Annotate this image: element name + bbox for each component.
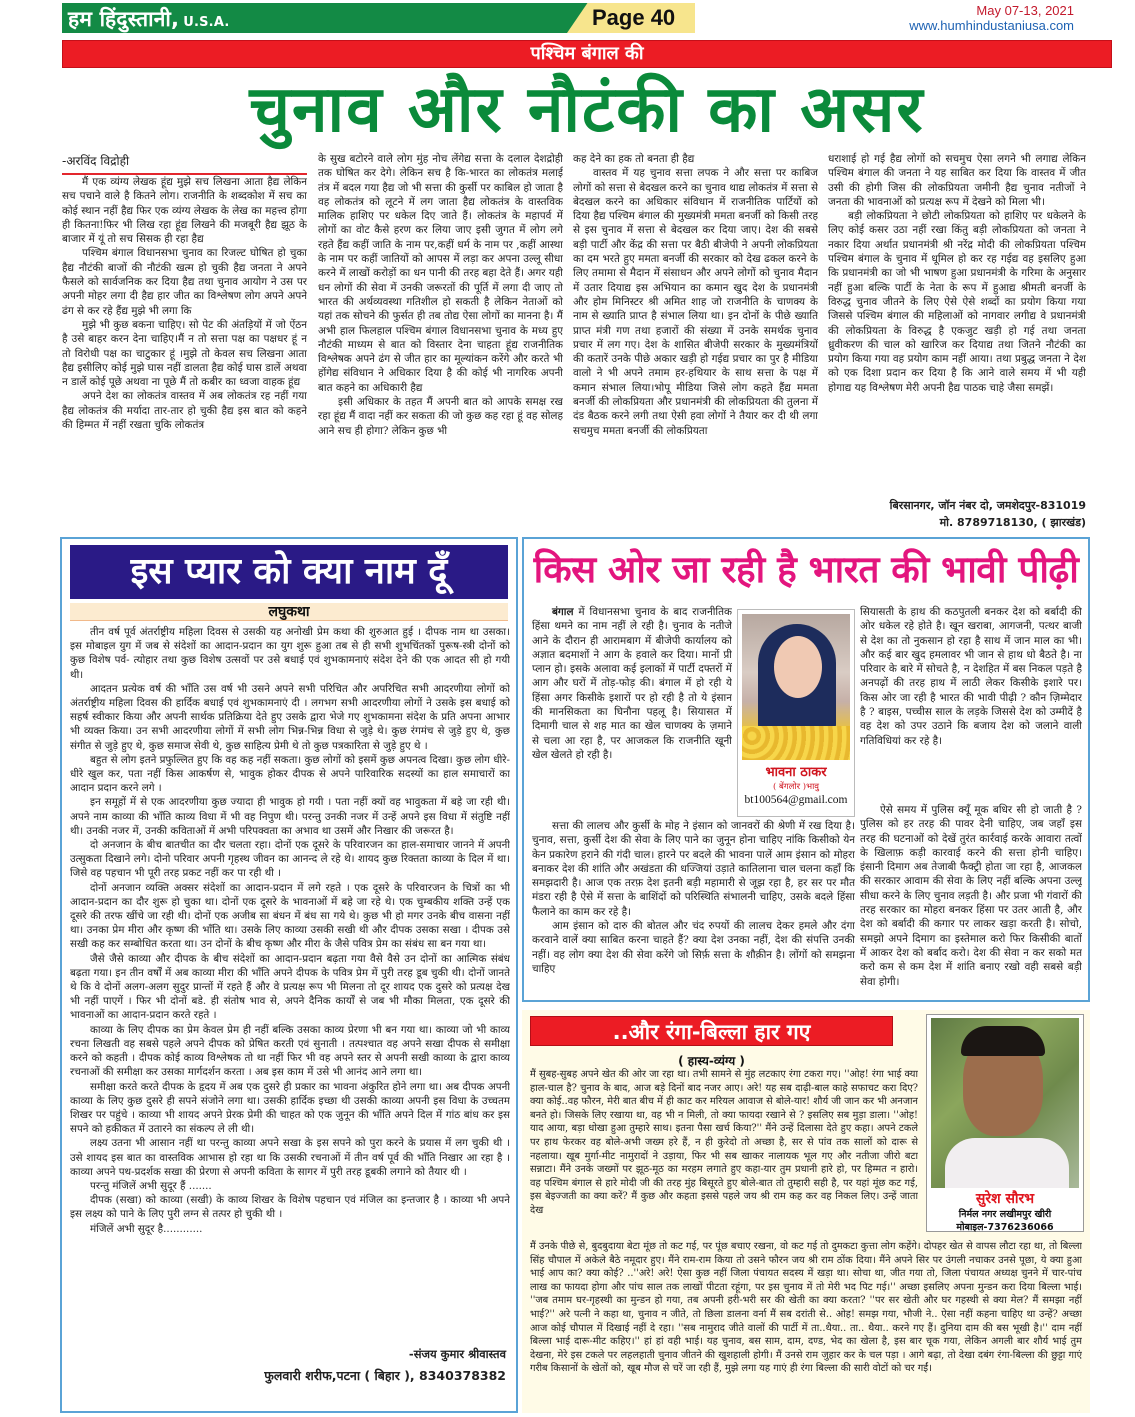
paragraph: बड़ी लोकप्रियता ने छोटी लोकप्रियता को हाशिए पर धकेलने के लिए कोई कसर उठा नहीं रखा किंतु बड़ी लोकप्रियता को जनता ने नकार दिया अर्थात प्रधानमंत्री श्री नरेंद्र मोदी की लोकप्रियता पश्चिम पश्चिम बंगाल के चुनाव में धूमिल हो कर रह गईद्य वह इसलिए हुआ कि प्रधानमंत्री का जो भी भाषण हुआ प्रधानमंत्री के गरिमा के अनुसार नहीं हुआ बल्कि पार्टी के नेता के रूप में हुआद्य श्रीमती बनर्जी के विरुद्ध चुनाव जीतने के लिए ऐसे ऐसे शब्दों का प्रयोग किया गया जिससे पश्चिम बंगाल की महिलाओं को नागवार लगीद्य वे प्रधानमंत्री की लोकप्रियता के विरुद्ध है एकजुट खड़ी हो गई तथा जनता ध्रुवीकरण की चाल को खारिज कर दियाद्य तथा जितने नौटंकी का प्रयोग किया गया वह प्रयोग काम नहीं आया। तथा प्रबुद्ध जनता ने देश को एक दिशा प्रदान कर दिया है कि आने वाले समय में भी यही होगाद्य यह विश्लेषण मेरी अपनी हैद्य पाठक चाहे जैसा समझें। — [828, 210, 1086, 394]
paragraph: दो अनजान के बीच बातचीत का दौर चलता रहा। दोनों एक दूसरे के परिवारजन का हाल-समाचार जानने में अपनी उत्सुकता दिखाने लगे। दोनो परिवार अपनी गृहस्थ जीवन का आनन्द ले रहे थे। शायद कुछ रिक्तता काव्या के दिल में था। जिसे वह पहचान भी पूरी तरह प्रकट नहीं कर पा रही थी । — [70, 839, 510, 880]
paragraph: मैं एक व्यंग्य लेखक हूंद्य मुझे सच लिखना आता हैद्य लेकिन सच पचाने वाले है कितने लोग। राजनीति के शब्दकोश में सच का कोई स्थान नहीं हैद्य फिर एक व्यंग्य लेखक के लेख का महत्त्व होगा ही कितना!फिर भी लिख रहा हूंद्य लिखने की मजबूरी हैद्य झूठ के बाजार में यूं तो सच सिसक ही रहा हैद्य — [62, 176, 307, 246]
satire-genre-label: ( हास्य-व्यंग्य ) — [678, 1054, 745, 1068]
satire-body-bottom — [530, 1240, 1082, 1410]
short-story-box — [60, 537, 518, 1413]
paragraph: सत्ता की लालच और कुर्सी के मोह ने इंसान को जानवरों की श्रेणी में रख दिया है। चुनाव, सत्ता, कुर्सी देश की सेवा के लिए पाने का जुनून होना चाहिए नांकि किसीको येन केन प्रकारेण हराने की गंदी चाल। हारने पर बदले की भावना पालें आम इंसान को मोहरा बनाकर देश की शांति और अखंडता की धज्जियां उड़ाते कातिलाना चाल चलना कहाँ कि समझदारी है। आज एक तरफ़ देश इतनी बड़ी महामारी से जूझ रहा है, हर सर पर मौत मंडरा रही है ऐसे में सत्ता के बाशिंदों को परिस्थिति संभालनी चाहिए, उसके बदले हिंसा फैलाने का काम कर रहे है। — [532, 820, 855, 918]
photo-face-shape — [774, 636, 822, 698]
opinion-column-2 — [860, 605, 1082, 817]
article-kicker: पश्चिम बंगाल की — [62, 40, 1112, 68]
author-city: ( बेंगलोर )भावु — [772, 782, 820, 792]
author-mobile: मोबाइल-7376236066 — [956, 1222, 1054, 1233]
article-column-1 — [62, 175, 307, 535]
article-column-3 — [573, 152, 818, 532]
paragraph: के सुख बटोरने वाले लोग मुंह नोच लेंगेद्य सत्ता के दलाल देशद्रोही तक घोषित कर देगे। लेकिन सच है कि-भारत का लोकतंत्र मलाई तंत्र में बदल गया हैद्य जो भी सत्ता की कुर्सी पर काबिल हो जाता है वह लोकतंत्र को लूटने में लग जाता हैद्य लोकतंत्र के वास्तविक मालिक हाशिए पर धकेल दिए जाते हैं। लोकतंत्र के महापर्व में लोगों का वोट कैसे हरण कर लिया जाए इसी जुगत में लोग लगे रहते हैंद्य कहीं जाति के नाम पर,कहीं धर्म के नाम पर ,कहीं आस्था के नाम पर कहीं जातियों को आपस में लड़ा कर अपना उल्लू सीधा करने में लाखों करोड़ों का धन पानी की तरह बहा देते हैं। अगर यही धन लोगों की सेवा में उनकी जरूरतों की पूर्ति में लगा दी जाए तो भारत की अर्थव्यवस्था गतिशील हो सकती है लेकिन नेताओं को यहां तक सोचने की फुर्सत ही तब तोद्य ऐसा लोगों का मानना है। मैं अभी हाल फिलहाल पश्चिम बंगाल विधानसभा चुनाव के मध्य हुए नौटंकी माध्यम से बात को विस्तार देना चाहता हूंद्य राजनीतिक विश्लेषक अपने ढंग से जीत हार का मूल्यांकन करेंगे और करते भी होंगेद्य संविधान ने अधिकार दिया है की कोई भी नागरिक अपनी बात कहने का अधिकारी हैद्य — [318, 153, 563, 394]
author-phone: मो. 8789718130, ( झारखंड) — [939, 516, 1086, 529]
author-address: बिरसानगर, जॉन नंबर दो, जमशेदपुर-831019 — [889, 499, 1086, 512]
paragraph: परन्तु मंजिलें अभी सुदूर हैं ....... — [90, 1179, 212, 1192]
opinion-column-1 — [532, 605, 732, 817]
story-body — [70, 625, 510, 1341]
author-name: भावना ठाकर — [765, 765, 827, 780]
page-number: Page 40 — [592, 5, 676, 30]
article-byline: -अरविंद विद्रोही — [62, 152, 307, 175]
story-author-address: फुलवारी शरीफ,पटना ( बिहार ), 8340378382 — [264, 1368, 506, 1383]
paragraph: अपने देश का लोकतंत्र वास्तव में अब लोकतंत्र रह नहीं गया हैद्य लोकतंत्र की मर्यादा तार-तार हो चुकी हैद्य इस बात को कहने की हिम्मत में नहीं रखता चुकि लोकतंत्र — [62, 390, 307, 432]
newspaper-name: हम हिंदुस्तानी, — [68, 7, 180, 31]
paragraph: ऐसे समय में पुलिस क्यूँ मूक बधिर सी हो जाती है ? पुलिस को हर तरह की पावर देनी चाहिए, जब जहाँ इस तरह की घटनाओं को देखें तुरंत कार्रवाई करके आवारा तत्वों के खिलाफ़ कड़ी कारवाई करने की सत्ता होनी चाहिए। इंसानी दिमाग अब तेजाबी फैक्ट्री होता जा रहा है, आजकल की सरकार आवाम की सेवा के लिए नहीं बल्कि अपना उल्लू सीधा करने के लिए चुनाव लड़ती है। और प्रजा भी गंवारों की तरह सरकार का मोहरा बनकर हिंसा पर उतर आती है, और देश को बर्बादी की कगार पर लाकर खड़ा करती है। सोचो, समझो अपने दिमाग का इस्तेमाल करो फिर किसीकी बातों में आकर देश को बर्बाद करो। देश की सेवा न कर सको मत करो कम से कम देश में शांति बनाए रखो वही सबसे बड़ी सेवा होगी। — [860, 804, 1082, 988]
newspaper-country: U.S.A. — [183, 15, 230, 30]
newspaper-title — [68, 5, 229, 33]
author-photo-card — [737, 609, 855, 817]
satire-body-top — [530, 1068, 918, 1240]
paragraph: दीपक (सखा) को काव्या (सखी) के काव्य शिखर के विशेष पहचान एवं मंजिल का इन्तजार है । काव्या भी अपने इस लक्ष्य को पाने के लिए पुरी लग्न से तत्पर हो चुकी थी । — [70, 1194, 510, 1221]
paragraph: वास्तव में यह चुनाव सत्ता लपक ने और सत्ता पर काबिज लोगों को सत्ता से बेदखल करने का चुनाव थाद्य लोकतंत्र में सत्ता से बेदखल करने का अधिकार संविधान में राजनीतिक पार्टियों को दिया हैद्य पश्चिम बंगाल की मुख्यमंत्री ममता बनर्जी को किसी तरह से इस चुनाव में सत्ता से बेदखल कर दिया जाए। देश की सबसे बड़ी पार्टी और केंद्र की सत्ता पर बैठी बीजेपी ने अपनी लोकप्रियता का दम भरते हुए ममता बनर्जी की सरकार को देख ढकल करने के लिए तमामा से मैदान में संसाधन और अपने लोगों को चुनाव मैदान में उतार दियाद्य इस अभियान का कमान खुद देश के प्रधानमंत्री और होम मिनिस्टर श्री अमित शाह जो राजनीति के चाणक्य के नाम से ख्याति प्राप्त है संभाल लिया था। इन दोनों के पीछे ख्याति प्राप्त मंत्री गण तथा हजारों की संख्या में उनके समर्थक चुनाव प्रचार में लग गए। देश के शासित बीजेपी सरकार के मुख्यमंत्रियों की कतारें उनके पीछे अकार खड़ी हो गईद्य प्रचार का पुर है मीडिया वालो ने भी अपने तमाम हर-हथियार के साथ सत्ता के पक्ष में कमान संभाल लिया।भोपू मीडिया जिसे लोग कहते हैंद्य ममता बनर्जी की लोकप्रियता और प्रधानमंत्री की लोकप्रियता की तुलना में दंड बैठक करने लगी तथा ऐसी हवा लोगों ने तैयार कर दी थी लगा सचमुच ममता बनर्जी की लोकप्रियता — [573, 167, 818, 437]
paragraph: धराशाई हो गई हैद्य लोगों को सचमुच ऐसा लगने भी लगाद्य लेकिन पश्चिम बंगाल की जनता ने यह साबित कर दिया कि वास्तव में जीत उसी की होगी जिस की लोकप्रियता जमीनी हैद्य चुनाव नतीजों ने जनता की भावनाओं को प्रत्यक्ष रूप में देखने को मिला भी। — [828, 153, 1086, 208]
author-email[interactable]: bt100564@gmail.com — [744, 794, 848, 806]
satire-article-box — [522, 1010, 1090, 1413]
paragraph: पश्चिम बंगाल विधानसभा चुनाव का रिजल्ट घोषित हो चुका हैद्य नौटंकी बाजों की नौटंकी खत्म हो चुकी हैद्य जनता ने अपने फैसले को सार्वजनिक कर दिया हैद्य तथा चुनाव आयोग ने उस पर अपनी मोहर लगा दी हैद्य हार जीत का विश्लेषण लोग अपने अपने ढंग से कर रहे हैंद्य मुझे भी लगा कि — [62, 247, 307, 317]
lead-text: में विधानसभा चुनाव के बाद राजनीतिक हिंसा थमने का नाम नहीं ले रही है। चुनाव के नतीजे आने के दौरान ही आरामबाग में बीजेपी कार्यालय को अज्ञात बदमाशों ने आग के हवाले कर दिया। मानों प्री प्लान हो। इसके अलावा कई इलाकों में पार्टी दफ्तरों में आग और घरों में तोड़-फोड़ की। बंगाल में हो रही ये हिंसा अगर किसीके इशारों पर हो रही है तो ये इंसान की मानसिकता का घिनौना पहलू है। सियासत में दिमागी चाल से शह मात का खेल चाणक्य के ज़माने से चला आ रहा है, पर आजकल कि राजनीति खूनी खेल खेलते हो रही है। — [532, 606, 732, 761]
author-name: सुरेश सौरभ — [975, 1191, 1035, 1207]
paragraph: सियासती के हाथ की कठपुतली बनकर देश को बर्बादी की ओर धकेल रहे होते है। खून खराबा, आगजनी, पत्थर बाजी से देश का तो नुकसान हो रहा है साथ में जान माल का भी। और कई बार खुद हमलावर भी जान से हाथ धो बैठते है। ना परिवार के बारे में सोचते है, न देशहित में बस निकल पड़ते है अनपढ़ों की तरह हाथ में लाठी लेकर किसीके इशारे पर। किस ओर जा रही है भारत की भावी पीढ़ी ? कौन ज़िम्मेदार है ? बाइस, पच्चीस साल के लड़के जिससे देश को उम्मीदें है वह देश को उपर उठाने कि बजाय देश को जलाने वाली गतिविधियां कर रहे है। — [860, 606, 1082, 747]
paragraph: काव्या के लिए दीपक का प्रेम केवल प्रेम ही नहीं बल्कि उसका काव्य प्रेरणा भी बन गया था। काव्या जो भी काव्य रचना लिखती वह सबसे पहले अपने दीपक को प्रेषित करती एवं सुनाती । तत्पश्चात वह अपने सखा दीपक से समीक्षा करने को कहती । दीपक कोई काव्य विश्लेषक तो था नहीं फिर भी वह अपने स्तर से अपनी सखी काव्या के द्वारा काव्य रचनाओं की समीक्षा कर उसका मार्गदर्शन करता । अब इस काम में उसे भी आनंद आने लगा था। — [70, 1023, 510, 1079]
article-column-4 — [828, 152, 1086, 492]
paragraph: आम इंसान को दारु की बोतल और चंद रुपयों की लालच देकर हमले और दंगा करवाने वालें क्या साबित करना चाहते हैं? क्या देश उनका नहीं, देश की संपत्ति उनकी नहीं। वह लोग क्या देश की सेवा करेंगे जो सिर्फ़ सत्ता के शौक़ीन है। लोंगों को समझना चाहिए — [532, 920, 855, 975]
author-photo — [742, 614, 850, 760]
photo-hair-shape — [961, 1026, 1045, 1056]
opinion-title: किस ओर जा रही है भारत की भावी पीढ़ी — [533, 548, 1079, 591]
paragraph: इन समूहों में से एक आदरणीया कुछ ज्यादा ही भावुक हो गयी । पता नहीं क्यों वह भावुकता में बहे जा रही थी। अपने नाम काव्या की भाँति काव्य विधा में भी वह निपुण थी। परन्तु उनकी नजर में उन्हें अपने इस विधा में संतुष्टि नहीं थी। उनकी नजर में, उनकी कविताओं में अभी परिपक्वता का अभाव था उसमें और निखार की जरूरत है। — [70, 796, 510, 837]
story-title: इस प्यार को क्या नाम दूँ — [70, 545, 508, 599]
article-headline: चुनाव और नौटंकी का असर — [249, 73, 925, 147]
paragraph: दोनों अनजान व्यक्ति अक्सर संदेशों का आदान-प्रदान में लगे रहते । एक दूसरे के परिवारजन के चित्रों का भी आदान-प्रदान का दौर शुरू हो चुका था। दोनों एक दूसरे के भावनाओं में बहे जा रहे थे। एक चुम्बकीय शक्ति उन्हें एक दूसरे की तरफ खींचे जा रही थी। दोनों एक अजीब सा बंधन में बंध सा गये थे। कुछ भी हो मगर उनके बीच वासना नहीं था। उनका प्रेम मीरा और कृष्ण की भाँति था। उसके लिए काव्या उसकी सखी थी और दीपक उसका सखा । दीपक उसे सखी कह कर सम्बोधित करता था। उन दोनों के बीच कृष्ण और मीरा के जैसे पवित्र प्रेम का संबंध सा बन गया था। — [70, 881, 510, 951]
paragraph: लक्ष्य उतना भी आसान नहीं था परन्तु काव्या अपने सखा के इस सपने को पुरा करने के प्रयास में लग चुकी थी । उसे शायद इस बात का वास्तविक आभास हो रहा था कि उसकी रचनाओं में तीन वर्ष पूर्व की भाँति निखार आ रहा है । काव्या अपने पथ-प्रदर्शक सखा की प्रेरणा से अपनी कविता के सागर में पुरी तरह डूबकी लगाने को तैयार थी । — [70, 1137, 510, 1178]
paragraph: मैं उनके पीछे से, बुदबुदाया बेटा मूंछ तो कट गई, पर पूंछ बचाए रखना, वो कट गई तो दुमकटा कुत्ता लोग कहेंगे। दोपहर खेत से वापस लौटा रहा था, तो बिल्ला सिंह चौपाल में अकेले बैठे नमूदार हुए। मैंने राम-राम किया तो उसने फौरन जय श्री राम ठोंक दिया। मैंने अपने सिर पर उंगली नचाकर उनसे पूछा, ये क्या हुआ भाई आप का? क्या कोई? ..''अरे! अरे! ऐसा कुछ नहीं जिला पंचायत सदस्य में खड़ा था। सोचा था, जीत गया तो, जिला पंचायत अध्यक्ष चुनने में चार-पांच लाख का फायदा होगा और पांच साल तक लाखों पीटता रहूंगा, पर इस चुनाव में तो मेरी भद पिट गई।'' अच्छा इसलिए अपना मुन्डन करा दिया बिल्ला भाई। ''जब तमाम घर-गृहस्थी का मुन्डन हो गया, तब अपनी हरी-भरी सर की खेती का क्या करता? ''पर सर खेती और घर गहस्थी से क्या मेल? मैं समझा नहीं भाई?'' अरे पत्नी ने कहा था, चुनाव न जीते, तो छिला डालना वर्ना मैं सब दरांती से.. ओह! समझ गया, भौजी ने.. ऐसा नहीं कहना चाहिए था उन्हें? अच्छा आज कोई चौपाल में दिखाई नहीं दे रहा। ''सब नामुराद जीते वालों की पार्टी में ता..थैया.. ता.. थैया.. करने गए हैं। दुनिया दाम की बस भूखी है।'' दाम नहीं बिल्ला भाई दारू-मीट कहिए।'' हां हां वही भाई। यह चुनाव, बस साम, दाम, दण्ड, भेद का खेला है, इस बार चूक गया, लेकिन अगली बार शौर्य भाई तुम देखना, मेरे इस टकले पर लहलहाती चुनाव जीतने की खुशहाली होगी। मैं उनसे राम जुहार कर के चल पड़ा । आगे बढ़ा, तो देखा दबंग रंगा-बिल्ला की छुट्टा गाएं गरीब किसानों के खेतों को, खूब मौज से चरें जा रही हैं, मुझे लगा यह गाएं ही रंगा बिल्ला की सारी वोटों को चर गईं। — [530, 1241, 1082, 1375]
paragraph: जैसे जैसे काव्या और दीपक के बीच संदेशों का आदान-प्रदान बढ़ता गया वैसे वैसे उन दोनों का आत्मिक संबंध बढ़ता गया। इन तीन वर्षों में अब काव्या मीरा की भाँति अपने दीपक के पवित्र प्रेम में पुरी तरह डूब चुकी थी। दोनों जानते थे कि वे दोनों अलग-अलग सुदुर प्रान्तों में रहते हैं और वे प्रत्यक्ष रूप भी मिलना तो दूर शायद एक दुसरे को प्रत्यक्ष देख भी नहीं पाएगें । फिर भी दोनों बडे. ही संतोष भाव से, अपने दैनिक कार्यों से जब भी मौका मिलता, एक दूसरे की भावनाओं का आदान-प्रदान करते रहते । — [70, 952, 510, 1022]
photo-shirt-shape — [945, 1138, 1069, 1188]
author-photo — [931, 1018, 1079, 1188]
paragraph: इसी अधिकार के तहत मैं अपनी बात को आपके समक्ष रख रहा हूंद्य मैं वादा नहीं कर सकता की जो कुछ कह रहा हूं वह सोलह आने सच ही होगा? लेकिन कुछ भी — [318, 396, 563, 437]
website-link[interactable]: www.humhindustaniusa.com — [909, 18, 1074, 33]
paragraph: मुझे भी कुछ बकना चाहिए। सो पेट की अंतड़ियों में जो ऐंठन है उसे बाहर करन देना चाहिए।मैं न तो सत्ता पक्ष का पक्षधर हूं न तो विरोधी पक्ष का चाटुकार हूं ।मुझे तो केवल सच लिखना आता हैद्य इसीलिए कोई मुझे घास नहीं डालता हैद्य कोई घास डालें अथवा न डालें कोई पूछे अथवा ना पूछे मैं तो कबीर का ध्वजा वाहक हूंद्य — [62, 318, 307, 389]
paragraph: तीन वर्ष पूर्व अंतर्राष्ट्रीय महिला दिवस से उसकी यह अनोखी प्रेम कथा की शुरुआत हुई । दीपक नाम था उसका। इस मोबाइल युग में जब से संदेशों का आदान-प्रदान का युग शुरू हुआ तब से ही सभी शुभचिंतकों पुरूष-स्त्री दोनों को कुछ विशेष पर्व- त्योहार तथा कुछ विशेष उत्सवों पर उसे बधाई एवं शुभकामनाएं संदेश देने की एक आदत सी हो गयी थी। — [70, 626, 510, 681]
lead-word: बंगाल — [552, 606, 574, 618]
author-address: निर्मल नगर लखीमपुर खीरी — [958, 1209, 1052, 1220]
issue-date: May 07-13, 2021 — [976, 3, 1074, 18]
masthead — [62, 3, 1112, 37]
paragraph: कह देने का हक तो बनता ही हैद्य — [573, 153, 695, 165]
opinion-article-box — [522, 537, 1090, 1002]
opinion-column-2-continued — [860, 803, 1082, 999]
paragraph: आदतन प्रत्येक वर्ष की भाँति उस वर्ष भी उसने अपने सभी परिचित और अपरिचित सभी आदरणीया लोगों को अंतर्राष्ट्रीय महिला दिवस की हार्दिक बधाई एवं शुभकामनाएं दी । लगभग सभी आदरणीया लोगों ने उसके इस बधाई को सहर्ष स्वीकार किया और अपनी सार्थक प्रतिक्रिया देते हुए उसके द्वारा भेजे गए शुभकामना संदेश के प्रति अपना आभार भी व्यक्त किया। उन सभी आदरणीया लोगों में सभी लोग भिन्न-भिन्न विधा से जुड़े थे। कुछ रंगमंच से जुड़े हुए थे, कुछ संगीत से जुड़े हुए थे, कुछ समाज सेवी थे, कुछ साहित्य प्रेमी थे तो कुछ पत्रकारिता से जुड़े हुए थे । — [70, 682, 510, 752]
paragraph — [532, 605, 732, 762]
author-photo-card — [926, 1014, 1084, 1232]
satire-title: ..और रंगा-बिल्ला हार गए — [530, 1016, 893, 1046]
paragraph: मंजिलें अभी सुदूर है............ — [90, 1222, 203, 1235]
story-author: -संजय कुमार श्रीवास्तव — [408, 1347, 506, 1361]
photo-dress-shape — [742, 726, 850, 760]
paragraph: बहुत से लोग इतने प्रफुल्लित हुए कि वह कह नहीं सकता। कुछ लोगों को इसमें कुछ अपनत्व दिखा। कुछ लोग धीरे-धीरे खुल कर, पता नहीं किस आकर्षण से, भावुक होकर दीपक से अपने पारिवारिक सदस्यों का हाल समाचारों का आदान प्रदान करने लगे । — [70, 753, 510, 795]
paragraph: समीक्षा करते करते दीपक के हृदय में अब एक दुसरे ही प्रकार का भावना अंकुरित होने लगा था। अब दीपक अपनी काव्या के लिए कुछ दुसरे ही सपने संजोने लगा था। उसकी हार्दिक इच्छा थी उसकी काव्या अपनी इस विधा के उच्चतम शिखर पर पहुंचे । काव्या भी शायद अपने प्रेरक प्रेमी की चाहत को एक जुनून की भाँति अपने दिल में गांठ बांध कर इस सपने को हकीकत में उतारने का संकल्प ले ली थी। — [70, 1080, 510, 1136]
opinion-column-1-continued — [532, 819, 855, 999]
paragraph: मैं सुबह-सुबह अपने खेत की ओर जा रहा था। तभी सामने से मुंह लटकाए रंगा टकरा गए। ''ओह! रंगा भाई क्या हाल-चाल है? चुनाव के बाद, आज बड़े दिनों बाद नजर आए। अरे! यह सब दाढ़ी-बाल काहे सफाचट करा दिए?क्या कोई..वह फौरन, मेरी बात बीच में ही काट कर मरियल आवाज से बोले-यार! शौर्य जी जान कर भी अनजान बनते हो। जिसके लिए रखाया था, वह भी न मिली, तो क्या फायदा रखाने से ? इसलिए सब मुड़ा डाला। ''ओह! याद आया, बड़ा धोखा हुआ तुम्हारे साथ। इतना पैसा खर्च किया?'' मैंने उन्हें दिलासा देते हुए कहा। अपने टकले पर हाथ फेरकर वह बोले-अभी जख्म हरे हैं, न ही कुरेदो तो अच्छा है, सर से पांव तक सालों को दारू से नहलाया। खूब मुर्गा-मीट नामुरादों ने उड़ाया, फिर भी सब खाकर नालायक भूल गए और नतीजा जीरो बटा सन्नाटा। मैंने उनके जख्मों पर झूठ-मूठ का मरहम लगाते हुए कहा-यार तुम प्रधानी हारे हो, पर हिम्मत न हारो। वह पश्चिम बंगाल से हारे मोदी जी की तरह मुंह बिसूरते हुए बोले-बात तो तुम्हारी सही है, पर यहां मूंछ कट गई, इस बेइज्जती का क्या करें? मैं कुछ और कहता इससे पहले जय श्री राम कह कर वह निकल लिए। उन्हें जाता देख — [530, 1069, 918, 1216]
article-column-2 — [318, 152, 563, 532]
author-signature — [828, 497, 1086, 531]
story-genre-label: लघुकथा — [70, 603, 508, 621]
